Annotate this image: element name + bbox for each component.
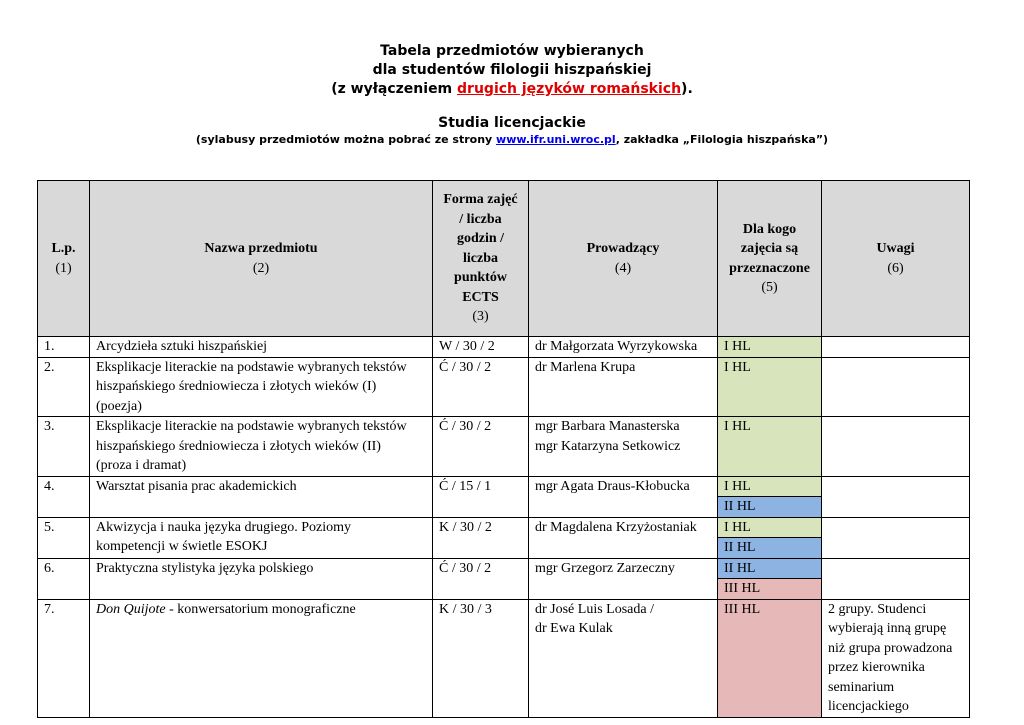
cell-lp: 5. — [38, 517, 90, 558]
note-pre: (sylabusy przedmiotów można pobrać ze strony — [195, 133, 497, 146]
website-link[interactable]: www.ifr.uni.wroc.pl — [496, 133, 616, 146]
document-title — [0, 42, 1024, 99]
table-row — [38, 517, 970, 538]
cell-lp: 6. — [38, 558, 90, 599]
title-line-3-post: ). — [681, 81, 693, 97]
cell-dla-kogo: I HL — [718, 476, 822, 497]
cell-name: Don Quijote - konwersatorium monograficzne — [90, 599, 433, 717]
title-line-2: dla studentów filologii hiszpańskiej — [372, 62, 652, 78]
cell-name: Arcydzieła sztuki hiszpańskiej — [90, 337, 433, 358]
cell-dla-kogo: III HL — [718, 599, 822, 717]
cell-dla-kogo: II HL — [718, 558, 822, 579]
cell-lp: 1. — [38, 337, 90, 358]
cell-lp: 2. — [38, 357, 90, 417]
table-row — [38, 417, 970, 477]
cell-prowadzacy: dr José Luis Losada / dr Ewa Kulak — [529, 599, 718, 717]
cell-name: Warsztat pisania prac akademickich — [90, 476, 433, 517]
cell-dla-kogo: I HL — [718, 357, 822, 417]
cell-lp: 7. — [38, 599, 90, 717]
cell-dla-kogo: I HL — [718, 337, 822, 358]
cell-forma: Ć / 30 / 2 — [433, 417, 529, 477]
syllabus-note — [0, 132, 1024, 148]
col-header-lp: L.p. (1) — [38, 181, 90, 337]
cell-forma: W / 30 / 2 — [433, 337, 529, 358]
cell-uwagi — [822, 517, 970, 558]
cell-prowadzacy: mgr Grzegorz Zarzeczny — [529, 558, 718, 599]
cell-lp: 4. — [38, 476, 90, 517]
table-row — [38, 476, 970, 497]
cell-prowadzacy: dr Małgorzata Wyrzykowska — [529, 337, 718, 358]
cell-dla-kogo: III HL — [718, 579, 822, 600]
cell-uwagi — [822, 337, 970, 358]
cell-name: Praktyczna stylistyka języka polskiego — [90, 558, 433, 599]
title-line-1: Tabela przedmiotów wybieranych — [380, 43, 644, 59]
title-line-3-pre: (z wyłączeniem — [331, 81, 458, 97]
cell-forma: K / 30 / 3 — [433, 599, 529, 717]
cell-prowadzacy: mgr Agata Draus-Kłobucka — [529, 476, 718, 517]
cell-dla-kogo: II HL — [718, 538, 822, 559]
table-row — [38, 599, 970, 717]
cell-uwagi — [822, 476, 970, 517]
cell-uwagi — [822, 558, 970, 599]
cell-forma: Ć / 30 / 2 — [433, 357, 529, 417]
cell-uwagi: 2 grupy. Studenci wybierają inną grupę niż grupa prowadzona przez kierownika seminarium licencjackiego — [822, 599, 970, 717]
col-header-uwagi: Uwagi (6) — [822, 181, 970, 337]
table-row — [38, 558, 970, 579]
cell-dla-kogo: II HL — [718, 497, 822, 518]
cell-prowadzacy: dr Marlena Krupa — [529, 357, 718, 417]
excluded-languages-link[interactable]: drugich języków romańskich — [457, 81, 682, 97]
col-header-name: Nazwa przedmiotu (2) — [90, 181, 433, 337]
table-row — [38, 337, 970, 358]
cell-uwagi — [822, 357, 970, 417]
col-header-dla-kogo: Dla kogo zajęcia są przeznaczone (5) — [718, 181, 822, 337]
cell-prowadzacy: mgr Barbara Manasterska mgr Katarzyna Setkowicz — [529, 417, 718, 477]
table-row — [38, 357, 970, 417]
col-header-forma: Forma zajęć / liczba godzin / liczba punktów ECTS (3) — [433, 181, 529, 337]
cell-prowadzacy: dr Magdalena Krzyżostaniak — [529, 517, 718, 558]
title-line-3 — [0, 80, 1024, 99]
col-header-prowadzacy: Prowadzący (4) — [529, 181, 718, 337]
table-header-row — [38, 181, 970, 337]
courses-table — [37, 180, 970, 718]
cell-forma: K / 30 / 2 — [433, 517, 529, 558]
cell-forma: Ć / 30 / 2 — [433, 558, 529, 599]
cell-uwagi — [822, 417, 970, 477]
cell-dla-kogo: I HL — [718, 517, 822, 538]
cell-forma: Ć / 15 / 1 — [433, 476, 529, 517]
section-title: Studia licencjackie — [438, 115, 586, 131]
cell-name: Eksplikacje literackie na podstawie wybranych tekstów hiszpańskiego średniowiecza i złotych wieków (II) (proza i dramat) — [90, 417, 433, 477]
cell-lp: 3. — [38, 417, 90, 477]
cell-dla-kogo: I HL — [718, 417, 822, 477]
note-post: , zakładka „Filologia hiszpańska”) — [615, 133, 829, 146]
section-heading — [0, 114, 1024, 148]
cell-name: Eksplikacje literackie na podstawie wybranych tekstów hiszpańskiego średniowiecza i złotych wieków (I) (poezja) — [90, 357, 433, 417]
cell-name: Akwizycja i nauka języka drugiego. Poziomy kompetencji w świetle ESOKJ — [90, 517, 433, 558]
